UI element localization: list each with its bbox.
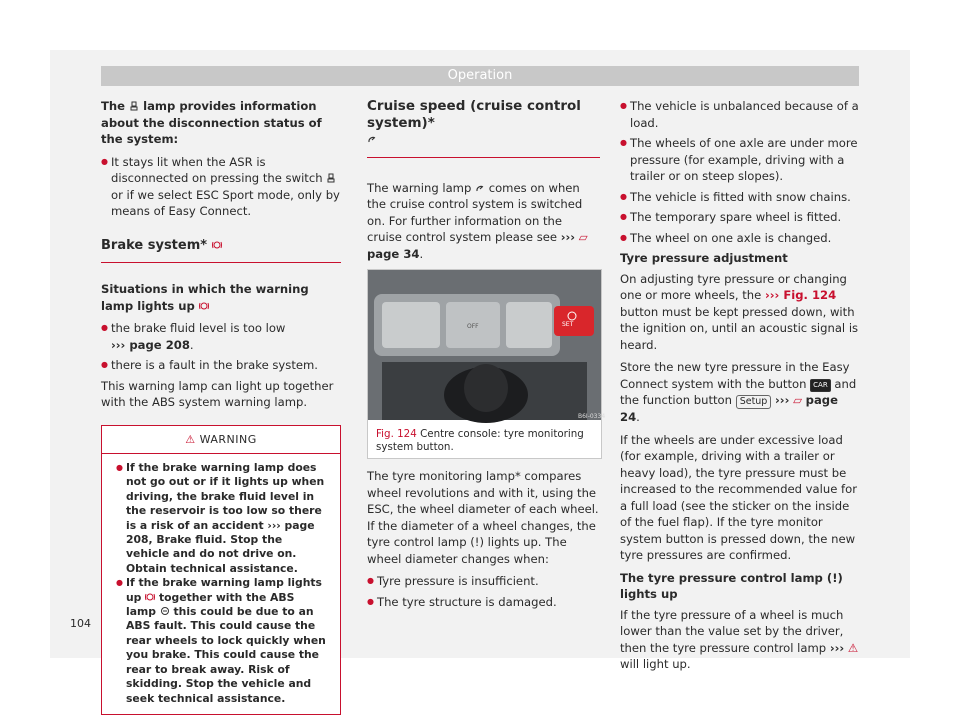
warning-2-text-a: If the brake warning lamp lights up	[126, 576, 322, 604]
brake-fault-bullet: ● there is a fault in the brake system.	[101, 357, 341, 374]
store-text-b: and the function button	[620, 376, 857, 407]
figure-label: Fig. 124	[376, 428, 417, 440]
warning-2-text-c: this could be due to an ABS fault. This could cause the rear wheels to lock quickly when you brake. This could cause the rear to break away. Risk of skidding. Stop the vehicle and seek technical assistance.	[126, 605, 326, 705]
excess-load-text: If the wheels are under excessive load (for example, driving with a trailer or heavy load), the tyre pressure must be increased to the recommended value for a full load (see the sticker on the inside of the fuel flap). If the tyre monitor system button is pressed down, the new tyre pressures are confirmed.	[620, 432, 857, 562]
warning-1-text-b: . Stop the vehicle and do not drive on. Obtain technical assistance.	[126, 533, 298, 575]
control-ref-arrows: ›››	[829, 640, 845, 655]
asr-intro	[101, 98, 341, 148]
brake-warning-icon	[212, 240, 222, 250]
figure-caption	[368, 424, 601, 454]
warning-title: WARNING	[199, 432, 257, 446]
fig-124-link[interactable]: ››› Fig. 124	[764, 288, 837, 302]
brake-heading-rule	[101, 262, 341, 263]
cruise-text-b: comes on when the cruise control system is switched on. For further information on the cruise control system please see	[367, 180, 583, 244]
asr-bullet	[101, 154, 341, 220]
tyre-set-label: SET	[562, 321, 574, 328]
control-lamp-heading	[620, 570, 860, 603]
tyre-control-lamp-icon: (!)	[470, 535, 484, 549]
abs-light-text: This warning lamp can light up together with the ABS system warning lamp.	[101, 378, 334, 409]
page-header: Operation	[101, 66, 859, 86]
figure-124	[367, 269, 606, 459]
warning-body	[102, 454, 340, 714]
abs-lamp-icon	[160, 606, 170, 616]
bullet-damaged: ● The tyre structure is damaged.	[367, 594, 600, 611]
bullet-wheel-changed: ● The wheel on one axle is changed.	[620, 230, 860, 247]
setup-page-link[interactable]: page 24	[620, 393, 838, 424]
brake-fluid-bullet: ● the brake fluid level is too low ››› page 208.	[101, 320, 341, 353]
store-text: Store the new tyre pressure in the Easy Connect system with the button CAR and the function button Setup ››› ▱ page 24.	[620, 360, 857, 424]
bullet-snow-chains: ● The vehicle is fitted with snow chains.	[620, 189, 860, 206]
asr-bullet-text-b: or if we select ESC Sport mode, only by means of Easy Connect.	[111, 187, 340, 218]
asr-bullet-text-a: It stays lit when the ASR is disconnected on pressing the switch	[111, 154, 323, 185]
warning-1-text-a: If the brake warning lamp does not go out or if it lights up when driving, the brake fluid level in the reservoir is too low so there is a risk of an accident	[126, 461, 325, 532]
car-button-icon: CAR	[810, 379, 831, 392]
esc-off-label: OFF	[467, 323, 479, 330]
store-text-a: Store the new tyre pressure in the Easy Connect system with the button	[620, 360, 850, 391]
control-heading-a: The tyre pressure control lamp	[620, 570, 823, 585]
bullet-axle-pressure: ● The wheels of one axle are under more pressure (for example, driving with a trailer or on steep slopes).	[620, 135, 860, 185]
asr-intro-text-a: The	[101, 99, 126, 113]
bullet-spare-wheel: ● The temporary spare wheel is fitted.	[620, 209, 860, 226]
cruise-page-link[interactable]: page 34	[367, 246, 420, 261]
page-number: 104	[70, 617, 91, 630]
control-lamp-icon: (!)	[826, 570, 843, 585]
control-lamp-text	[620, 607, 860, 673]
warning-box	[101, 425, 341, 715]
warning-triangle-inline-icon: ⚠	[847, 640, 859, 655]
setup-button-icon: Setup	[736, 395, 772, 409]
brake-warning-inline-icon	[145, 592, 155, 602]
figure-caption-text: Centre console: tyre monitoring system button.	[376, 428, 584, 453]
warning-triangle-icon: ⚠	[185, 432, 196, 446]
asr-switch-icon	[326, 173, 336, 183]
centre-console-image	[368, 270, 606, 420]
warning-header	[102, 426, 340, 455]
cruise-text: The warning lamp comes on when the cruise control system is switched on. For further information on the cruise control system please see ››› ▱ page 34.	[367, 180, 588, 261]
bullet-insufficient: ● Tyre pressure is insufficient.	[367, 573, 600, 590]
cruise-control-icon	[367, 134, 377, 144]
adjust-text	[620, 271, 860, 354]
store-book-icon: ▱	[793, 393, 802, 407]
adjust-text-b: button must be kept pressed down, with the ignition on, until an acoustic signal is heard.	[620, 304, 859, 352]
cruise-heading-text: Cruise speed (cruise control system)*	[367, 98, 581, 131]
brake-fluid-link[interactable]: ››› page 208	[111, 337, 190, 352]
warning-2-text-b: together with the ABS lamp	[126, 590, 295, 619]
store-ref-arrows: ›››	[775, 393, 790, 407]
situations-heading	[101, 281, 341, 314]
control-text-b: will light up.	[620, 657, 691, 671]
control-heading-b: lights up	[620, 587, 678, 601]
brake-heading-text: Brake system*	[101, 237, 208, 253]
column-middle-lower	[367, 468, 600, 614]
monitoring-text-a: The tyre monitoring lamp* compares wheel revolutions and with it, using the ESC, the wheel diameter of each wheel. If the diameter of a wheel changes, the tyre control lamp	[367, 469, 599, 549]
cruise-text-a: The warning lamp	[367, 180, 472, 195]
asr-intro-text-b: lamp provides information about the disconnection status of the system:	[101, 99, 322, 146]
brake-fluid-text: the brake fluid level is too low	[111, 321, 286, 335]
cruise-heading	[367, 98, 600, 158]
adjust-heading: Tyre pressure adjustment	[620, 251, 788, 265]
asr-lamp-icon	[129, 101, 139, 111]
cruise-ref-arrows: ›››	[560, 230, 576, 244]
adjust-text-a: On adjusting tyre pressure or changing one or more wheels, the	[620, 271, 847, 302]
monitoring-text	[367, 468, 600, 567]
column-left	[101, 98, 341, 715]
brake-fluid-warning-link[interactable]: ››› page 208, Brake fluid	[126, 518, 315, 547]
warning-bullet-1	[116, 461, 328, 576]
column-right	[620, 98, 860, 679]
bullet-unbalanced: ● The vehicle is unbalanced because of a load.	[620, 98, 860, 131]
warning-bullet-2	[116, 576, 328, 706]
brake-system-heading	[101, 238, 341, 255]
monitoring-text-b: lights up. The wheel diameter changes when:	[367, 535, 567, 566]
brake-lamp-icon	[199, 301, 209, 311]
situations-text: Situations in which the warning lamp lights up	[101, 282, 309, 313]
cruise-lamp-icon	[475, 183, 485, 193]
control-text-a: If the tyre pressure of a wheel is much lower than the value set by the driver, then the tyre pressure control lamp	[620, 607, 844, 655]
figure-code: B6I-0334	[578, 413, 606, 420]
book-icon: ▱	[578, 230, 588, 244]
